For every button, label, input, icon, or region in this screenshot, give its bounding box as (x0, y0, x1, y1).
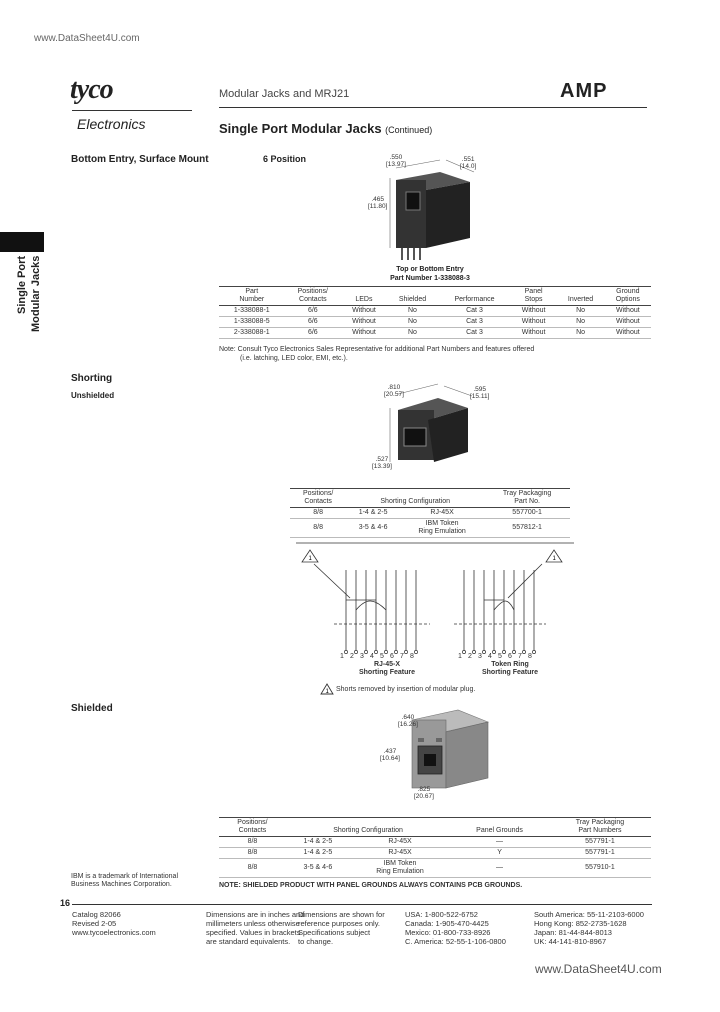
dim2-2 (470, 386, 489, 400)
footer-col1 (72, 910, 156, 937)
table-row (219, 848, 651, 859)
table-cell: — (450, 837, 549, 848)
pin-label: 8 (528, 653, 532, 660)
col-header: Panel Stops (511, 287, 557, 306)
svg-text:1: 1 (308, 556, 312, 562)
table-cell: 8/8 (219, 859, 286, 878)
table-cell: Without (341, 328, 387, 339)
footer-line: Canada: 1-905-470-4425 (405, 919, 489, 928)
dim3-2-mm: [10.64] (380, 755, 400, 762)
diagram2-sub: Shorting Feature (481, 669, 538, 676)
page-number: 16 (60, 898, 71, 908)
warning-icon (320, 683, 334, 695)
footer-col5 (534, 910, 644, 946)
pin-label: 4 (370, 653, 374, 660)
dim3 (368, 196, 387, 210)
pin-label: 5 (380, 653, 384, 660)
table-cell: RJ-45X (400, 508, 484, 519)
watermark-bottom[interactable]: www.DataSheet4U.com (535, 962, 662, 976)
footer-col2 (206, 910, 304, 946)
dim1 (386, 154, 406, 168)
col-header: LEDs (341, 287, 387, 306)
col-header: Ground Options (605, 287, 651, 306)
note1: Note: Consult Tyco Electronics Sales Representative for additional Part Numbers and features offered (219, 346, 535, 353)
table-cell: Cat 3 (438, 328, 511, 339)
dim3-1-in: .640 (401, 714, 415, 721)
side-tab-line1: Single Port (16, 255, 28, 314)
table-cell: Cat 3 (438, 306, 511, 317)
footer-line: UK: 44-141-810-8967 (534, 937, 607, 946)
pin-label: 8 (410, 653, 414, 660)
table-cell: Y (450, 848, 549, 859)
dim3-2 (380, 748, 400, 762)
col-header: Shorting Configuration (286, 818, 450, 837)
col-header: Positions/ Contacts (290, 489, 346, 508)
table1 (219, 286, 651, 339)
pin-label: 1 (340, 653, 344, 660)
dim2 (460, 156, 476, 170)
table-cell: 1-4 & 2-5 (286, 837, 350, 848)
caption2: Part Number 1-338088-3 (390, 275, 470, 282)
dim3-1-mm: [16.26] (398, 721, 418, 728)
section1-position: 6 Position (263, 154, 307, 164)
table-cell: 8/8 (219, 837, 286, 848)
table-row (219, 859, 651, 878)
table-cell: 1-4 & 2-5 (286, 848, 350, 859)
pin-label: 4 (488, 653, 492, 660)
shorting-diagram (294, 540, 576, 670)
table-cell: 1-4 & 2-5 (346, 508, 400, 519)
table-row (290, 508, 570, 519)
dim3-2-in: .437 (383, 748, 397, 755)
section1-heading: Bottom Entry, Surface Mount (71, 154, 209, 165)
logo-sub: Electronics (77, 116, 146, 132)
amp-logo: AMP (560, 80, 608, 102)
dim2-3-in: .527 (375, 456, 389, 463)
page-title-note: (Continued) (385, 125, 433, 135)
footer-col3 (298, 910, 385, 946)
table-cell: 557910-1 (549, 859, 651, 878)
dim2-1-mm: [20.57] (384, 391, 404, 398)
table-cell: Without (341, 306, 387, 317)
ibm-note: IBM is a trademark of International Business Machines Corporation. (71, 873, 178, 888)
dim2-in: .551 (461, 156, 475, 163)
dim3-3-in: .825 (417, 786, 431, 793)
side-tab-line2: Modular Jacks (30, 255, 42, 332)
dim1-mm: [13.97] (386, 161, 406, 168)
table2 (290, 488, 570, 538)
pin-label: 7 (518, 653, 522, 660)
footer-line: Dimensions are shown for (298, 910, 385, 919)
dim3-in: .465 (371, 196, 385, 203)
table-cell: — (450, 859, 549, 878)
note2: (i.e. latching, LED color, EMI, etc.). (240, 355, 348, 362)
dim3-3-mm: [20.67] (414, 793, 434, 800)
table-cell: 8/8 (290, 508, 346, 519)
table-cell: No (556, 306, 604, 317)
col-header: Shorting Configuration (346, 489, 484, 508)
table-cell: 557791-1 (549, 837, 651, 848)
footer-line: South America: 55-11-2103-6000 (534, 910, 644, 919)
col-header: Positions/ Contacts (285, 287, 342, 306)
page-title-text: Single Port Modular Jacks (219, 121, 382, 136)
col-header: Positions/ Contacts (219, 818, 286, 837)
dim3-3 (414, 786, 434, 800)
col-header: Performance (438, 287, 511, 306)
pin-label: 3 (360, 653, 364, 660)
table-cell: 6/6 (285, 306, 342, 317)
footer-line: are standard equivalents. (206, 937, 291, 946)
footer-line: Hong Kong: 852-2735-1628 (534, 919, 627, 928)
table-cell: Cat 3 (438, 317, 511, 328)
table-cell: IBM Token Ring Emulation (350, 859, 450, 878)
col-header: Part Number (219, 287, 285, 306)
logo-rule (72, 110, 192, 111)
pin-label: 6 (508, 653, 512, 660)
section3-note: NOTE: SHIELDED PRODUCT WITH PANEL GROUNDS ALWAYS CONTAINS PCB GROUNDS. (219, 882, 523, 889)
footer-line: specified. Values in brackets (206, 928, 301, 937)
warning-text: Shorts removed by insertion of modular plug. (336, 686, 476, 693)
table-cell: 2-338088-1 (219, 328, 285, 339)
dim2-1-in: .810 (387, 384, 401, 391)
table-cell: RJ-45X (350, 848, 450, 859)
dim2-3-mm: [13.39] (372, 463, 392, 470)
svg-text:1: 1 (552, 556, 556, 562)
table-cell: Without (511, 328, 557, 339)
dim3-mm: [11.80] (368, 203, 388, 210)
table3 (219, 817, 651, 878)
pin-label: 3 (478, 653, 482, 660)
footer-line: reference purposes only. (298, 919, 380, 928)
table-row (219, 837, 651, 848)
section2-sub: Unshielded (71, 391, 115, 400)
dim2-2-mm: [15.11] (470, 393, 490, 400)
dim2-2-in: .595 (473, 386, 487, 393)
table-row (219, 306, 651, 317)
diagram1-label: RJ-45-X (373, 661, 401, 668)
dim2-mm: [14.0] (460, 163, 477, 170)
table-cell: 3-5 & 4-6 (346, 519, 400, 538)
footer-line: to change. (298, 937, 334, 946)
table-row (290, 519, 570, 538)
col-header: Tray Packaging Part Numbers (549, 818, 651, 837)
pin-label: 2 (468, 653, 472, 660)
table-cell: Without (341, 317, 387, 328)
table-cell: No (556, 328, 604, 339)
pin-label: 6 (390, 653, 394, 660)
side-tab-bar (0, 232, 44, 252)
diagram1-sub: Shorting Feature (358, 669, 415, 676)
footer-line: Specifications subject (298, 928, 371, 937)
col-header: Panel Grounds (450, 818, 549, 837)
footer-col4 (405, 910, 506, 946)
table-cell: Without (605, 306, 651, 317)
header-rule (219, 107, 647, 108)
table-cell: IBM Token Ring Emulation (400, 519, 484, 538)
watermark-top[interactable]: www.DataSheet4U.com (34, 33, 140, 44)
diagram2-label: Token Ring (491, 661, 529, 668)
footer-line: millimeters unless otherwise (206, 919, 300, 928)
table-cell: Without (605, 328, 651, 339)
side-tab-label (14, 255, 50, 340)
table-cell: No (556, 317, 604, 328)
pin-label: 5 (498, 653, 502, 660)
footer-line: Mexico: 01-800-733-8926 (405, 928, 491, 937)
col-header: Shielded (387, 287, 438, 306)
section2-heading: Shorting (71, 373, 113, 384)
footer-line: Dimensions are in inches and (206, 910, 305, 919)
page-title (219, 121, 432, 136)
dim2-1 (384, 384, 404, 398)
pin-label: 2 (350, 653, 354, 660)
table-cell: 8/8 (290, 519, 346, 538)
dim2-3 (372, 456, 392, 470)
tyco-logo: tyco (70, 74, 113, 105)
table-row (219, 328, 651, 339)
table-cell: No (387, 317, 438, 328)
table-row (219, 317, 651, 328)
table-cell: 557700-1 (484, 508, 570, 519)
pin-label: 7 (400, 653, 404, 660)
caption1: Top or Bottom Entry (396, 266, 464, 273)
table-cell: 6/6 (285, 317, 342, 328)
footer-line: Revised 2-05 (72, 919, 117, 928)
footer-line: Japan: 81-44-844-8013 (534, 928, 612, 937)
pin-label: 1 (458, 653, 462, 660)
col-header: Inverted (556, 287, 604, 306)
table-cell: No (387, 328, 438, 339)
footer-line: USA: 1-800-522-6752 (405, 910, 478, 919)
footer-line[interactable]: www.tycoelectronics.com (72, 928, 156, 937)
dim3-1 (398, 714, 418, 728)
footer-rule (72, 904, 652, 905)
footer-line: Catalog 82066 (72, 910, 121, 919)
table-cell: 557812-1 (484, 519, 570, 538)
table-cell: 1-338088-5 (219, 317, 285, 328)
table-cell: RJ-45X (350, 837, 450, 848)
section3-heading: Shielded (71, 703, 113, 714)
table-cell: 557791-1 (549, 848, 651, 859)
dim1-in: .550 (389, 154, 403, 161)
table-cell: 1-338088-1 (219, 306, 285, 317)
table-cell: 8/8 (219, 848, 286, 859)
svg-text:1: 1 (325, 689, 329, 695)
table-cell: 6/6 (285, 328, 342, 339)
table-cell: Without (605, 317, 651, 328)
table-cell: Without (511, 306, 557, 317)
table-cell: Without (511, 317, 557, 328)
table-cell: 3-5 & 4-6 (286, 859, 350, 878)
footer-line: C. America: 52-55-1-106-0800 (405, 937, 506, 946)
col-header: Tray Packaging Part No. (484, 489, 570, 508)
table-cell: No (387, 306, 438, 317)
series-title: Modular Jacks and MRJ21 (219, 88, 350, 100)
